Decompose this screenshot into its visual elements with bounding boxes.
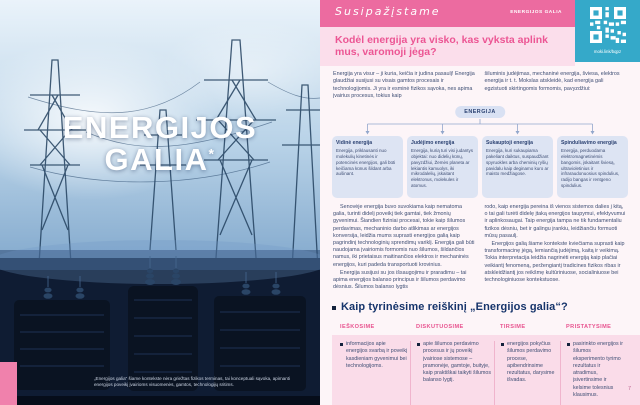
intro-column-1: Energija yra visur – ji kuria, keičia ir judina pasaulį! Energija glaudžiai susijusi su visais gamtos procesais ir technologijomis. Ji yra ir esminė fizikos sąvoka, nes apima įvairius procesus, tokius kaip <box>333 71 475 100</box>
explore-column-headers <box>340 324 632 330</box>
diagram-root-node: ENERGIJA <box>455 106 505 118</box>
body-paragraph: Energija susijusi su jos išsaugojimu ir praradimu – tai apima energijos balanso principus ir šilumos perdavimo dėsnius. Šilumos balanso lygtis <box>333 269 467 291</box>
explore-item <box>494 341 566 405</box>
diagram-boxes <box>332 136 628 198</box>
cover-title-line1: ENERGIJOS <box>62 110 258 145</box>
explore-item-text: energijos pokyčius šilumos perdavimo procese, apibendrinsime rezultatus, darysime išvadas. <box>507 341 555 384</box>
cover-title <box>0 112 320 175</box>
diagram-box-text: Energija, priklausanti nuo molekulių kinetinės ir potencinės energijos, gali būti keičiama kūnus šildant arba aušinant. <box>336 148 396 177</box>
title-band <box>320 27 575 66</box>
page-title: Kodėl energija yra visko, kas vyksta aplink mus, varomoji jėga? <box>335 34 549 59</box>
diagram-box-text: Energija, kuri sukaupiama pakeliant daiktus, suspaudžiant spyruokles arba cheminių ryšių pavidalu kaip deginamo kuro ar maisto medžiagose. <box>486 148 549 177</box>
qr-box <box>575 0 640 62</box>
explore-heading: Kaip tyrinėsime reiškinį „Energijos galia“? <box>341 301 568 313</box>
section-header-bar <box>320 0 575 27</box>
diagram-box-title: Judėjimo energija <box>411 140 455 146</box>
square-bullet-icon <box>501 343 504 346</box>
explore-section <box>332 301 640 405</box>
explore-item-text: pasirinkto energijos ir šilumos eksperimento tyrimo rezultatus ir atradimus, įsivertinsime ir kelsime tolesnius klausimus. <box>573 341 624 399</box>
page-number: 7 <box>627 386 631 392</box>
body-paragraph: Senovėje energija buvo suvokiama kaip nematoma galia, turinti didelį poveikį tiek gamtai, tiek žmonių gyvenimui. Šiandien fiziniai procesai, tokie kaip šilumos perdavimas, mechaninio darbo atlikimas ar energijos konversija, leidžia mums suprasti energijos galią kaip pagrindinį technologinių sprendimų variklį. Energija gali būti naudojama įvairiomis formomis nuo šilumos, šildančios namus, iki prietaisus maitinančios elektros ir mechaninės energijos, kuri padeda transportuoti krovinius. <box>333 204 475 268</box>
chapter-tag: ENERGIJOS GALIA <box>510 10 562 15</box>
square-bullet-icon <box>567 343 570 346</box>
explore-header-pristatysime: PRISTATYSIME <box>566 324 612 330</box>
body-paragraph: rodo, kaip energija pereina iš vienos sistemos dalies į kitą, o tai gali turėti didelę įtaką energijos taupymui, efektyvumui ir aplinkosaugai. Taip energija tampa ne tik fundamentaliu fizikos dėsniu, bet ir galingu įrankiu, leidžiančiu formuoti mūsų pasaulį. <box>484 204 626 239</box>
square-bullet-icon <box>417 343 420 346</box>
explore-header-ieskosime: IEŠKOSIME <box>340 324 375 330</box>
explore-header-tirsime: TIRSIME <box>500 324 526 330</box>
explore-item-text: informacijos apie energijos svarbą ir poveikį kasdieniam gyvenimui bei technologijoms. <box>346 341 408 369</box>
explore-item <box>410 341 500 405</box>
diagram-box-title: Spinduliavimo energija <box>561 140 617 146</box>
diagram-box-text: Energija, perduodama elektromagnetinėmis bangomis, įskaitant šviesą, ultravioletinius ir infraraudonuosius spindulius, radijo bangas ir rentgeno spindulius. <box>561 148 620 189</box>
energy-forms-diagram <box>332 106 628 200</box>
qr-link-label: moki.link/bqpz <box>593 49 622 54</box>
body-paragraphs <box>333 204 627 292</box>
square-bullet-icon <box>340 343 343 346</box>
diagram-box-sukauptoji <box>482 136 553 198</box>
diagram-connector-lines <box>332 119 628 137</box>
pink-corner-strip <box>0 362 17 405</box>
diagram-box-spinduliavimo <box>557 136 628 198</box>
body-paragraph: Energijos galią šiame kontekste kviečiama suprasti kaip transformacinę jėgą, lemiančią judėjimą, kaitą ir veikimą. Tokia interpretacija leidžia nagrinėti energiją kaip plačiai veikiantį fenomeną, peržengiantį tradicines fizikos ribas ir atskleidžiantį jos reikšmę kultūriniuose, socialiniuose bei technologiniuose kontekstuose. <box>484 240 625 283</box>
body-column-1 <box>333 204 476 292</box>
diagram-box-judejimo <box>407 136 478 198</box>
qr-code-icon <box>590 7 626 43</box>
cover-title-asterisk: * <box>208 145 216 162</box>
explore-item-text: apie šilumos perdavimo procesus ir jų poveikį įvairiose sistemose – pramonėje, gamtoje, buityje, kaip praktiškai taikyti šilumos balanso lygtį. <box>423 341 491 384</box>
explore-item <box>340 341 416 405</box>
diagram-box-title: Sukauptoji energija <box>486 140 533 146</box>
section-label: Susipažįstame <box>335 5 441 18</box>
cover-title-line2: GALIA <box>104 141 209 177</box>
explore-item <box>560 341 632 405</box>
explore-heading-row <box>332 301 640 313</box>
explore-header-diskutuosime: DISKUTUOSIME <box>416 324 464 330</box>
intro-column-2: šiluminis judėjimas, mechaninė energija, šviesa, elektros energija ir t. t. Mokslas atskleidė, kad energija gali egzistuoti skirtingomis formomis, pavyzdžiui: <box>484 71 620 92</box>
cover-footnote: „Energijos galia“ šiame kontekste nėra griežtas fizikos terminas, tai konceptuali sąvoka, apimanti energijos poveikį įvairioms visuomenės, gamtos, technologijų sritims. <box>94 375 291 388</box>
explore-panel <box>332 335 640 405</box>
square-bullet-icon <box>332 306 336 310</box>
intro-paragraphs <box>333 71 627 100</box>
body-column-2 <box>485 204 628 292</box>
right-page <box>320 0 640 405</box>
diagram-box-text: Energija, kurią turi visi judantys objektai: nuo didelių kūnų, pavyzdžiui, Žemės planeta ar lekiantis kamuolys, iki mikrodalelių, įskaitant elektronus, molekules ir atomus. <box>411 148 474 189</box>
diagram-box-title: Vidinė energija <box>336 140 373 146</box>
diagram-box-vidine <box>332 136 403 198</box>
